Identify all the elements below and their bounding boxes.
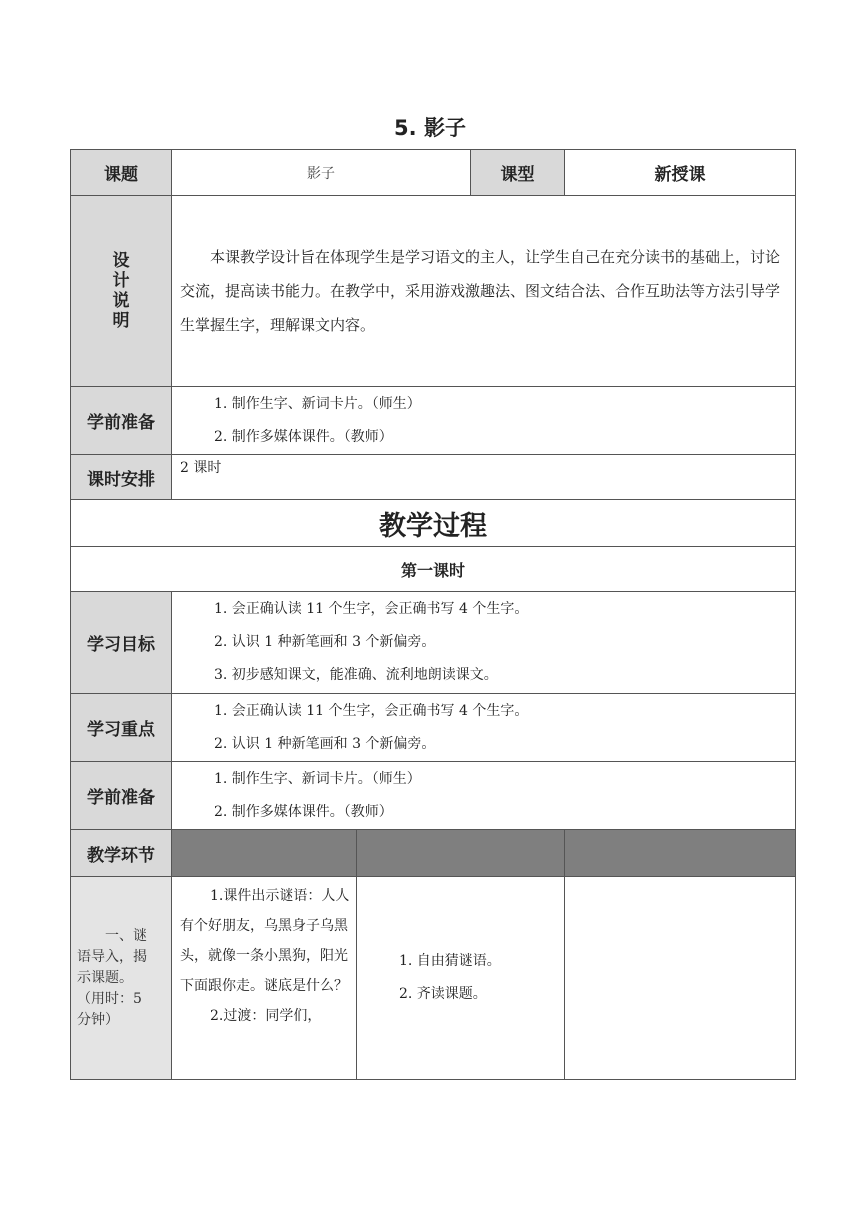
prep1-label: 学前准备 [71, 387, 172, 455]
design-label: 设 计 说 明 [71, 196, 172, 387]
section-header-cell [565, 830, 796, 877]
prep2-items [172, 762, 796, 830]
list-item: 1. 制作生字、新词卡片。（师生） [214, 770, 421, 787]
lesson-title: 第一课时 [71, 547, 796, 592]
list-item: 2. 制作多媒体课件。（教师） [214, 803, 393, 820]
focus-label: 学习重点 [71, 694, 172, 762]
notes-cell [565, 877, 796, 1080]
list-item: 3. 初步感知课文，能准确、流利地朗读课文。 [214, 667, 498, 683]
list-item: 1. 制作生字、新词卡片。（师生） [214, 395, 421, 412]
list-item: 2. 认识 1 种新笔画和 3 个新偏旁。 [214, 634, 436, 650]
prep2-label: 学前准备 [71, 762, 172, 830]
schedule-label: 课时安排 [71, 455, 172, 500]
type-label: 课型 [471, 150, 565, 196]
topic-value: 影子 [172, 150, 471, 196]
schedule-value: 2 课时 [172, 455, 796, 500]
goals-label: 学习目标 [71, 592, 172, 694]
lesson-plan-table [70, 149, 796, 1080]
focus-items [172, 694, 796, 762]
type-value: 新授课 [565, 150, 796, 196]
student-activity: 1. 自由猜谜语。 2. 齐读课题。 [357, 877, 565, 1080]
goals-items [172, 592, 796, 694]
teacher-activity: 1.课件出示谜语：人人有个好朋友，乌黑身子乌黑头，就像一条小黑狗，阳光下面跟你走。谜底是什么？ 2.过渡：同学们， [172, 877, 357, 1080]
list-item: 1. 会正确认读 11 个生字，会正确书写 4 个生字。 [214, 601, 529, 617]
list-item: 2. 制作多媒体课件。（教师） [214, 428, 393, 445]
document-title: 5. 影子 [394, 116, 466, 140]
step-name: 一、谜 语导入，揭 示课题。 （用时：5 分钟） [71, 877, 172, 1080]
prep1-items [172, 387, 796, 455]
list-item: 1. 会正确认读 11 个生字，会正确书写 4 个生字。 [214, 702, 529, 719]
design-text: 本课教学设计旨在体现学生是学习语文的主人，让学生自己在充分读书的基础上，讨论交流，提高读书能力。在教学中，采用游戏激趣法、图文结合法、合作互助法等方法引导学生掌握生字，理解课文内容。 [172, 196, 796, 387]
section-header-cell [172, 830, 357, 877]
list-item: 2. 认识 1 种新笔画和 3 个新偏旁。 [214, 735, 436, 752]
section-header-cell [357, 830, 565, 877]
topic-label: 课题 [71, 150, 172, 196]
process-title: 教学过程 [71, 500, 796, 547]
section-label: 教学环节 [71, 830, 172, 877]
